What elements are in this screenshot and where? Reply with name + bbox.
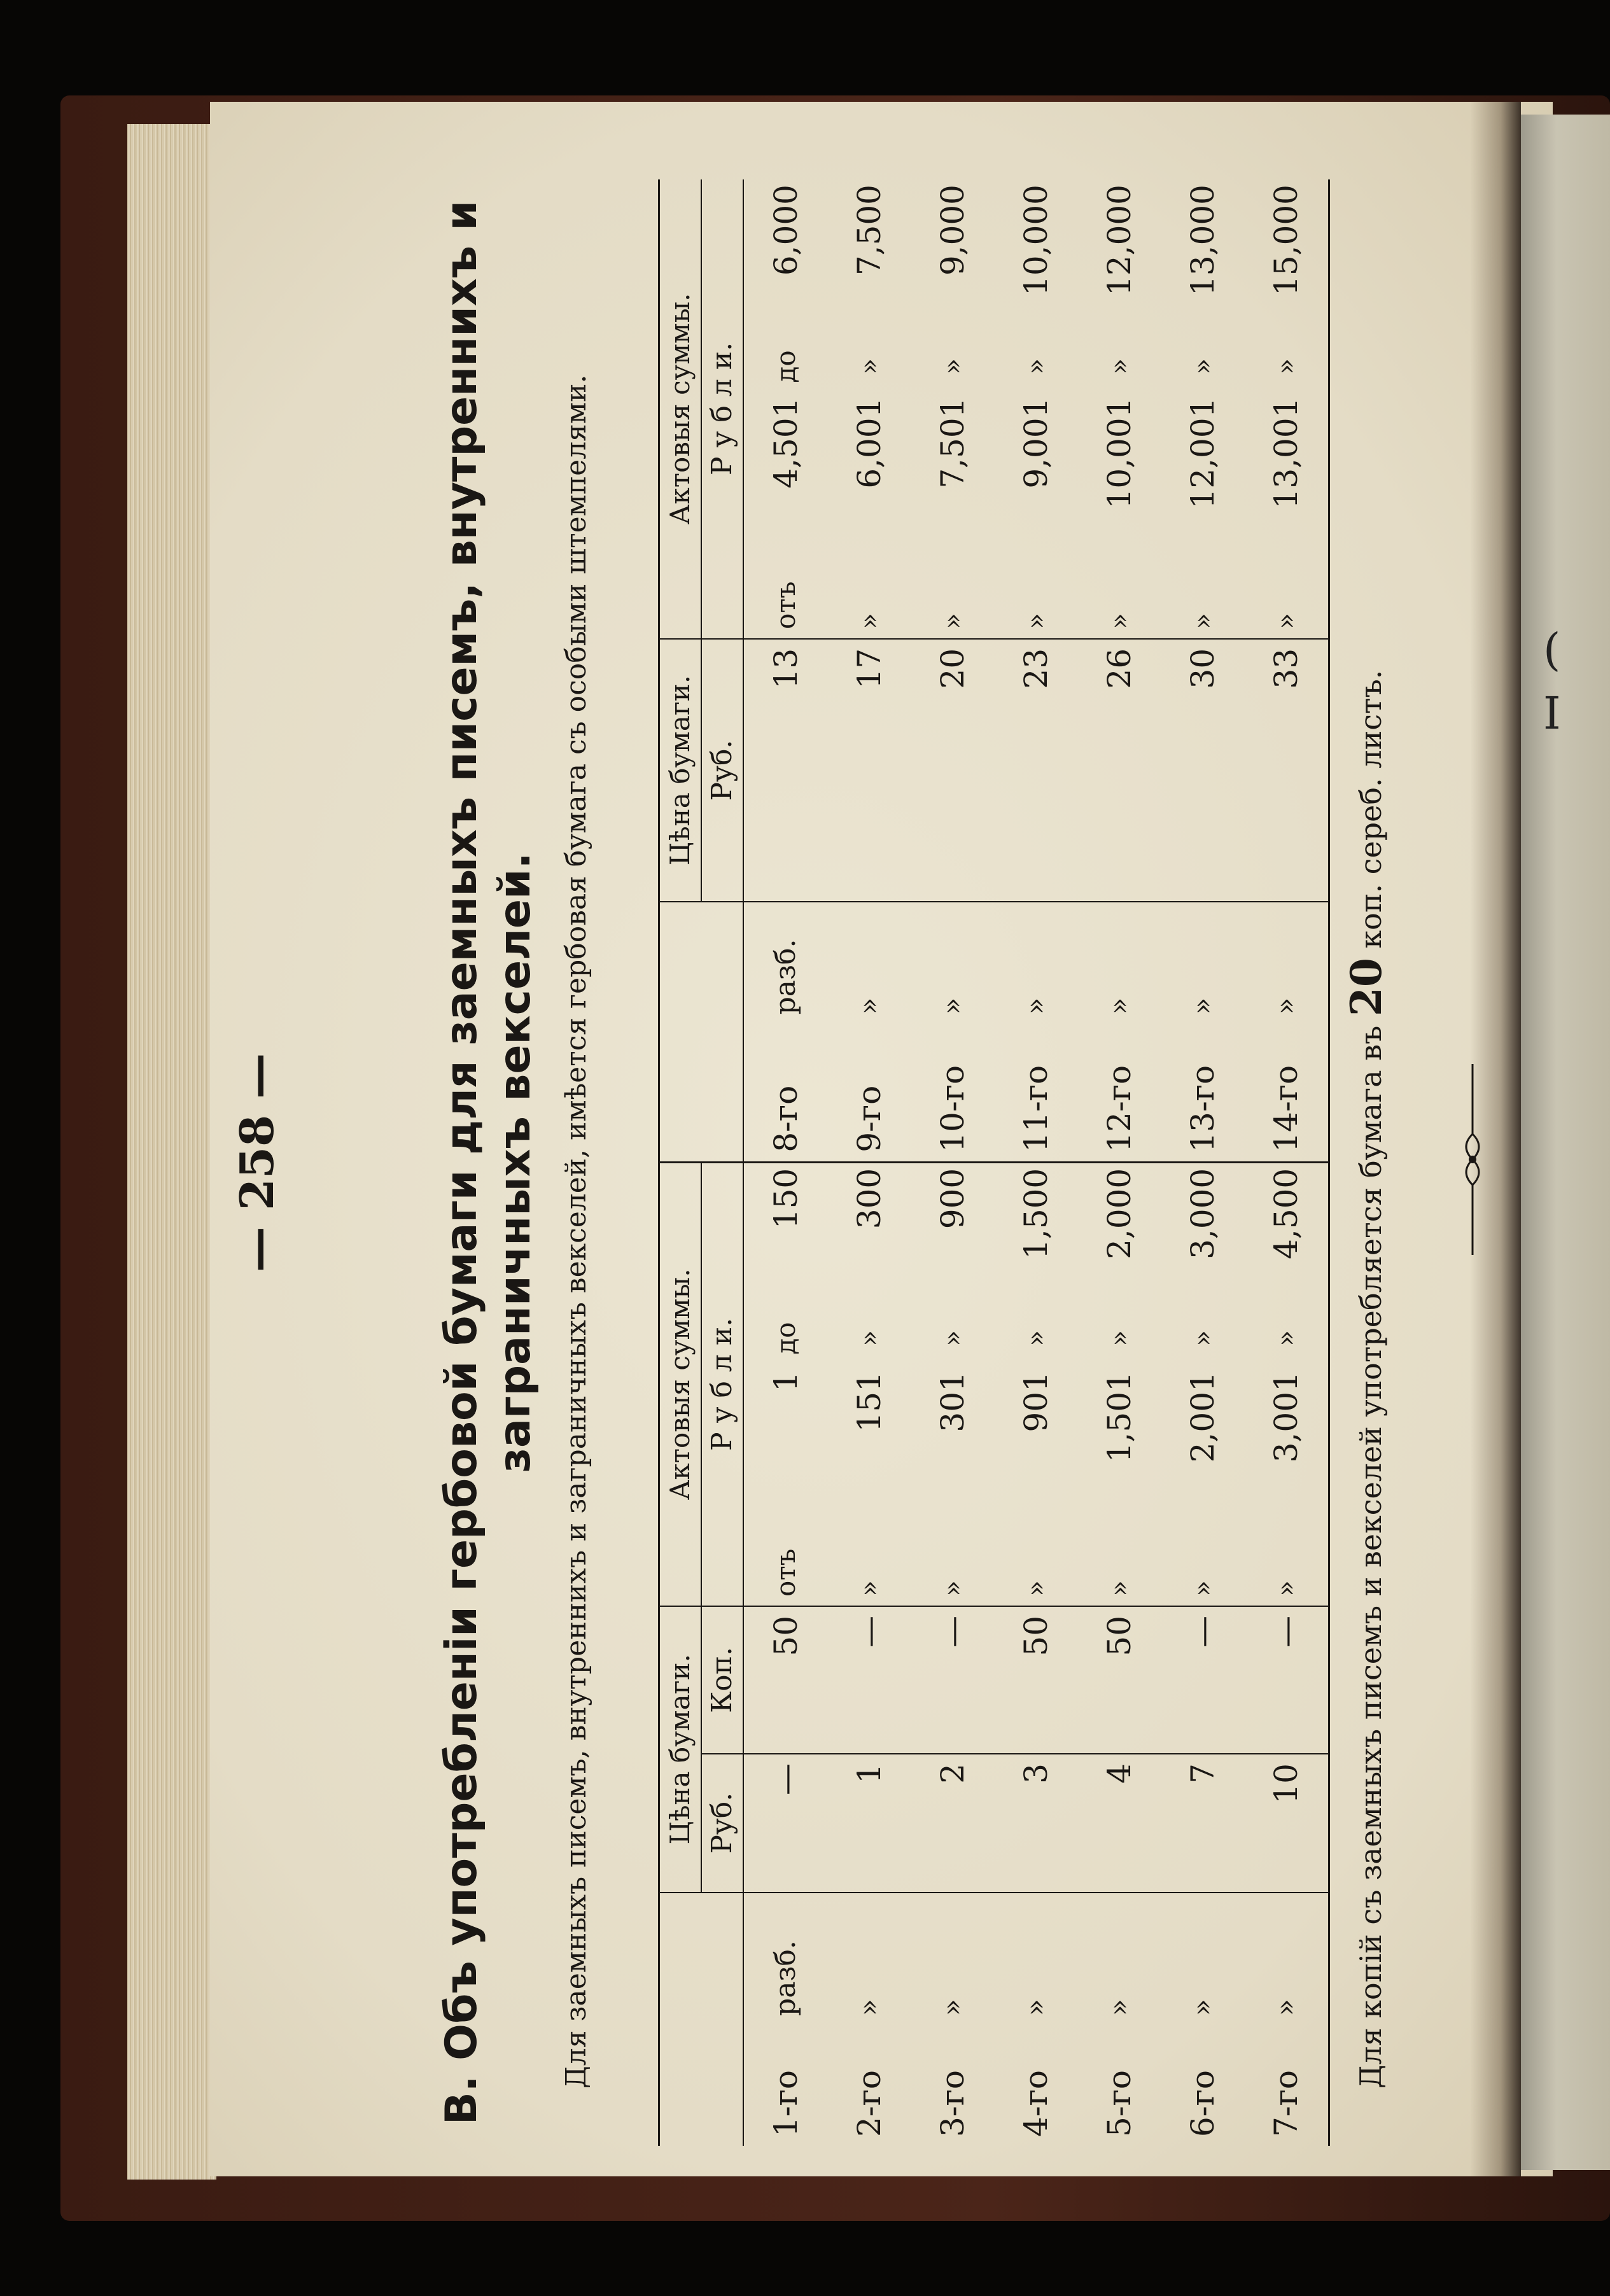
row-from-amount: 901 [1018,1371,1055,1432]
row-kop: — [828,1606,911,1754]
row-rub: — [743,1754,828,1893]
row-grade: » [853,997,886,1015]
row-to-amount: 12,000 [1101,185,1138,296]
row-kop: 50 [743,1606,828,1754]
left-table [660,1163,1328,2146]
empty-header [660,1893,743,2146]
row-to-amount: 15,000 [1268,185,1305,296]
facing-page [1521,115,1610,2170]
row-from-word: » [1078,1513,1161,1606]
row-grade: » [853,1999,886,2016]
row-to-word: » [937,1330,969,1347]
row-rub: 13 [743,639,828,902]
row-kop: 50 [1078,1606,1161,1754]
table-row [1078,1163,1161,2146]
footnote-text: Для копій съ заемныхъ писемъ и векселей употребляется бумага въ [1354,1025,1388,2089]
rub-header: Руб. [701,639,743,902]
heading-line-2: заграничныхъ векселей. [490,852,540,1473]
right-table [660,179,1328,1163]
row-from-amount: 7,501 [934,397,972,489]
row-to-amount: 6,000 [767,185,804,276]
row-kop: — [1245,1606,1328,1754]
row-to-amount: 3,000 [1184,1168,1222,1259]
facing-page-char: I [1543,687,1561,739]
rubley-header: Р у б л и. [701,1163,743,1606]
table-row [1245,179,1328,1162]
rubley-header: Р у б л и. [701,179,743,639]
row-order: 3-го [934,2069,972,2137]
row-order: 1-го [767,2069,804,2137]
row-to-amount: 7,500 [851,185,888,276]
table-row [1245,1163,1328,2146]
row-grade: » [1103,1999,1136,2016]
row-from-word: » [911,554,995,639]
facing-page-char: ( [1543,624,1561,676]
row-rub: 3 [995,1754,1078,1893]
row-grade: » [936,997,969,1015]
row-from-amount: 2,001 [1184,1371,1222,1463]
row-from-amount: 6,001 [851,397,888,489]
row-from-word: » [1078,554,1161,639]
row-grade: » [1186,1999,1219,2016]
row-from-amount: 10,001 [1101,397,1138,509]
row-to-word: до [769,350,801,383]
table-row [1161,1163,1245,2146]
row-to-amount: 9,000 [934,185,972,276]
table-row [828,1163,911,2146]
row-to-amount: 10,000 [1018,185,1055,296]
intro-paragraph: Для заемныхъ писемъ, внутреннихъ и заграничныхъ векселей, имѣется гербовая бумага съ особыми штемпелями. [560,374,592,2089]
row-from-word: » [1245,1513,1328,1606]
row-to-word: » [1103,1330,1135,1347]
row-order: 2-го [851,2069,888,2137]
row-to-word: » [1187,358,1219,375]
row-rub: 4 [1078,1754,1161,1893]
row-order: 8-го [767,1085,804,1152]
row-to-amount: 13,000 [1184,185,1222,296]
row-rub: 20 [911,639,995,902]
row-rub: 2 [911,1754,995,1893]
row-from-word: » [828,554,911,639]
row-from-word: » [995,554,1078,639]
row-rub: 23 [995,639,1078,902]
row-grade: » [1270,1999,1303,2016]
row-from-word: » [1245,554,1328,639]
table-row [1161,179,1245,1162]
row-to-word: » [1020,1330,1052,1347]
row-to-word: » [853,358,885,375]
row-from-word: отъ [743,1513,828,1606]
row-from-amount: 3,001 [1268,1371,1305,1463]
footnote-amount: 20 [1341,958,1391,1017]
row-grade: » [1019,997,1053,1015]
row-to-amount: 1,500 [1018,1168,1055,1259]
empty-header [660,902,743,1162]
row-order: 4-го [1018,2069,1055,2137]
price-header: Цѣна бумаги. [660,1606,701,1893]
row-rub: 17 [828,639,911,902]
row-order: 12-го [1101,1065,1138,1152]
row-kop: — [911,1606,995,1754]
table-row [995,179,1078,1162]
table-row [743,179,828,1162]
kop-header: Коп. [701,1606,743,1754]
table-row [911,1163,995,2146]
page-number: — 258 — [230,1053,284,1273]
stamp-tables [658,179,1330,2146]
row-to-amount: 4,500 [1268,1168,1305,1259]
act-sum-header: Актовыя суммы. [660,1163,701,1606]
table-row [828,179,911,1162]
row-order: 9-го [851,1085,888,1152]
row-from-amount: 12,001 [1184,397,1222,509]
row-from-word: » [911,1513,995,1606]
row-kop: 50 [995,1606,1078,1754]
row-rub: 7 [1161,1754,1245,1893]
row-from-word: отъ [743,554,828,639]
row-from-amount: 13,001 [1268,397,1305,509]
row-grade: » [1270,997,1303,1015]
heading-line-1: В. Объ употребленіи гербовой бумаги для заемныхъ писемъ, внутреннихъ и [437,200,487,2125]
row-to-amount: 900 [934,1168,972,1229]
row-from-amount: 151 [851,1371,888,1432]
row-to-word: » [1270,358,1302,375]
spine-shadow [1470,102,1521,2176]
row-grade: » [1103,997,1136,1015]
row-order: 10-го [934,1065,972,1152]
row-to-word: » [1020,358,1052,375]
table-row [1078,179,1161,1162]
row-order: 14-го [1268,1065,1305,1152]
row-rub: 33 [1245,639,1328,902]
row-from-amount: 301 [934,1371,972,1432]
row-to-word: » [1270,1330,1302,1347]
page-content [213,179,1453,2146]
row-to-word: » [1103,358,1135,375]
row-to-word: » [853,1330,885,1347]
row-to-word: до [769,1322,801,1355]
rub-header: Руб. [701,1754,743,1893]
row-grade: разб. [769,1940,802,2016]
footnote [1341,179,1392,2146]
price-header: Цѣна бумаги. [660,639,701,902]
row-from-amount: 4,501 [767,397,804,489]
row-to-word: » [937,358,969,375]
row-order: 5-го [1101,2069,1138,2137]
row-from-word: » [1161,1513,1245,1606]
row-from-amount: 1 [767,1371,804,1392]
row-order: 6-го [1184,2069,1222,2137]
row-order: 11-го [1018,1065,1055,1152]
page-edges [127,124,216,2180]
row-rub: 26 [1078,639,1161,902]
footnote-tail: коп. сереб. листъ. [1354,669,1388,949]
row-to-amount: 300 [851,1168,888,1229]
table-row [743,1163,828,2146]
row-from-amount: 1,501 [1101,1371,1138,1463]
act-sum-header: Актовыя суммы. [660,179,701,639]
row-order: 13-го [1184,1065,1222,1152]
row-from-word: » [1161,554,1245,639]
row-rub: 30 [1161,639,1245,902]
row-order: 7-го [1268,2069,1305,2137]
table-row [995,1163,1078,2146]
row-from-word: » [995,1513,1078,1606]
book-page [210,102,1553,2176]
table-row [911,179,995,1162]
row-to-amount: 2,000 [1101,1168,1138,1259]
row-to-amount: 150 [767,1168,804,1229]
row-to-word: » [1187,1330,1219,1347]
section-heading [435,179,542,2146]
row-from-amount: 9,001 [1018,397,1055,489]
row-rub: 1 [828,1754,911,1893]
row-grade: » [1019,1999,1053,2016]
row-rub: 10 [1245,1754,1328,1893]
row-grade: разб. [769,939,802,1015]
row-kop: — [1161,1606,1245,1754]
row-grade: » [1186,997,1219,1015]
row-grade: » [936,1999,969,2016]
row-from-word: » [828,1513,911,1606]
